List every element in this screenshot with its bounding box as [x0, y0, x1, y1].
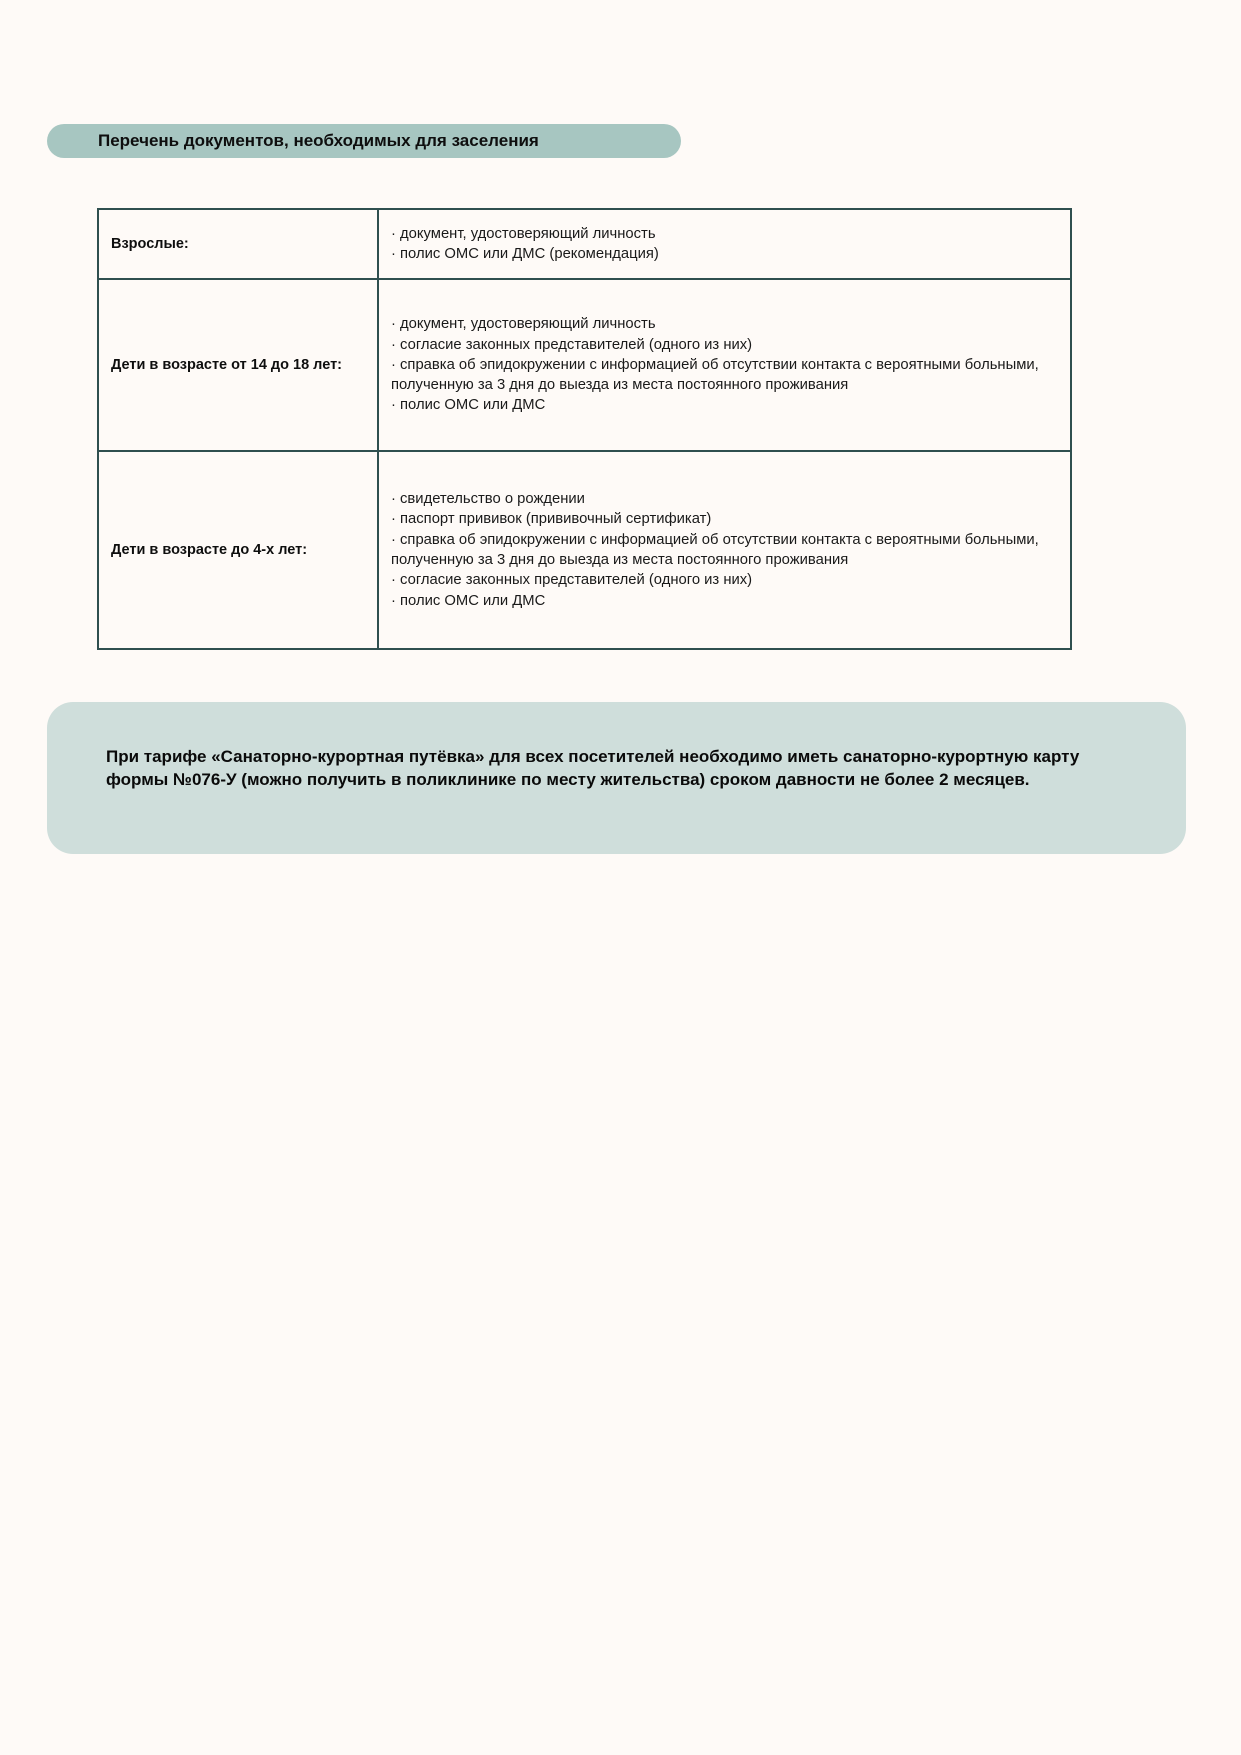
requirement-item: · документ, удостоверяющий личность	[391, 225, 656, 242]
requirement-item: · полис ОМС или ДМС	[391, 592, 546, 609]
requirement-item: · свидетельство о рождении	[391, 491, 585, 508]
requirement-item: · справка об эпидокружении с информацией об отсутствии контакта с вероятными больными, полученную за 3 дня до выезда из места постоянного проживания	[391, 356, 1039, 394]
documents-table	[97, 208, 1072, 650]
table-row-teens	[98, 279, 1071, 451]
tariff-note-text: При тарифе «Санаторно-курортная путёвка» для всех посетителей необходимо иметь санаторно-курортную карту формы №076-У (можно получить в поликлинике по месту жительства) сроком давности не более 2 месяцев.	[106, 747, 1080, 789]
section-header-pill	[47, 124, 681, 158]
requirements-cell	[378, 451, 1071, 649]
requirement-item: · согласие законных представителей (одного из них)	[391, 572, 753, 589]
requirement-item: · согласие законных представителей (одного из них)	[391, 336, 753, 353]
requirements-cell	[378, 279, 1071, 451]
requirement-item: · полис ОМС или ДМС	[391, 397, 546, 414]
requirement-item: · документ, удостоверяющий личность	[391, 316, 656, 333]
requirements-cell	[378, 209, 1071, 279]
category-cell: Дети в возрасте от 14 до 18 лет:	[98, 279, 378, 451]
category-cell: Взрослые:	[98, 209, 378, 279]
requirement-item: · паспорт прививок (прививочный сертификат)	[391, 511, 712, 528]
table-row-adults	[98, 209, 1071, 279]
section-title: Перечень документов, необходимых для заселения	[98, 131, 539, 150]
category-cell: Дети в возрасте до 4-х лет:	[98, 451, 378, 649]
tariff-note-box	[47, 702, 1186, 854]
requirement-item: · справка об эпидокружении с информацией об отсутствии контакта с вероятными больными, полученную за 3 дня до выезда из места постоянного проживания	[391, 531, 1039, 568]
requirement-item: · полис ОМС или ДМС (рекомендация)	[391, 246, 659, 262]
table-row-toddlers	[98, 451, 1071, 649]
